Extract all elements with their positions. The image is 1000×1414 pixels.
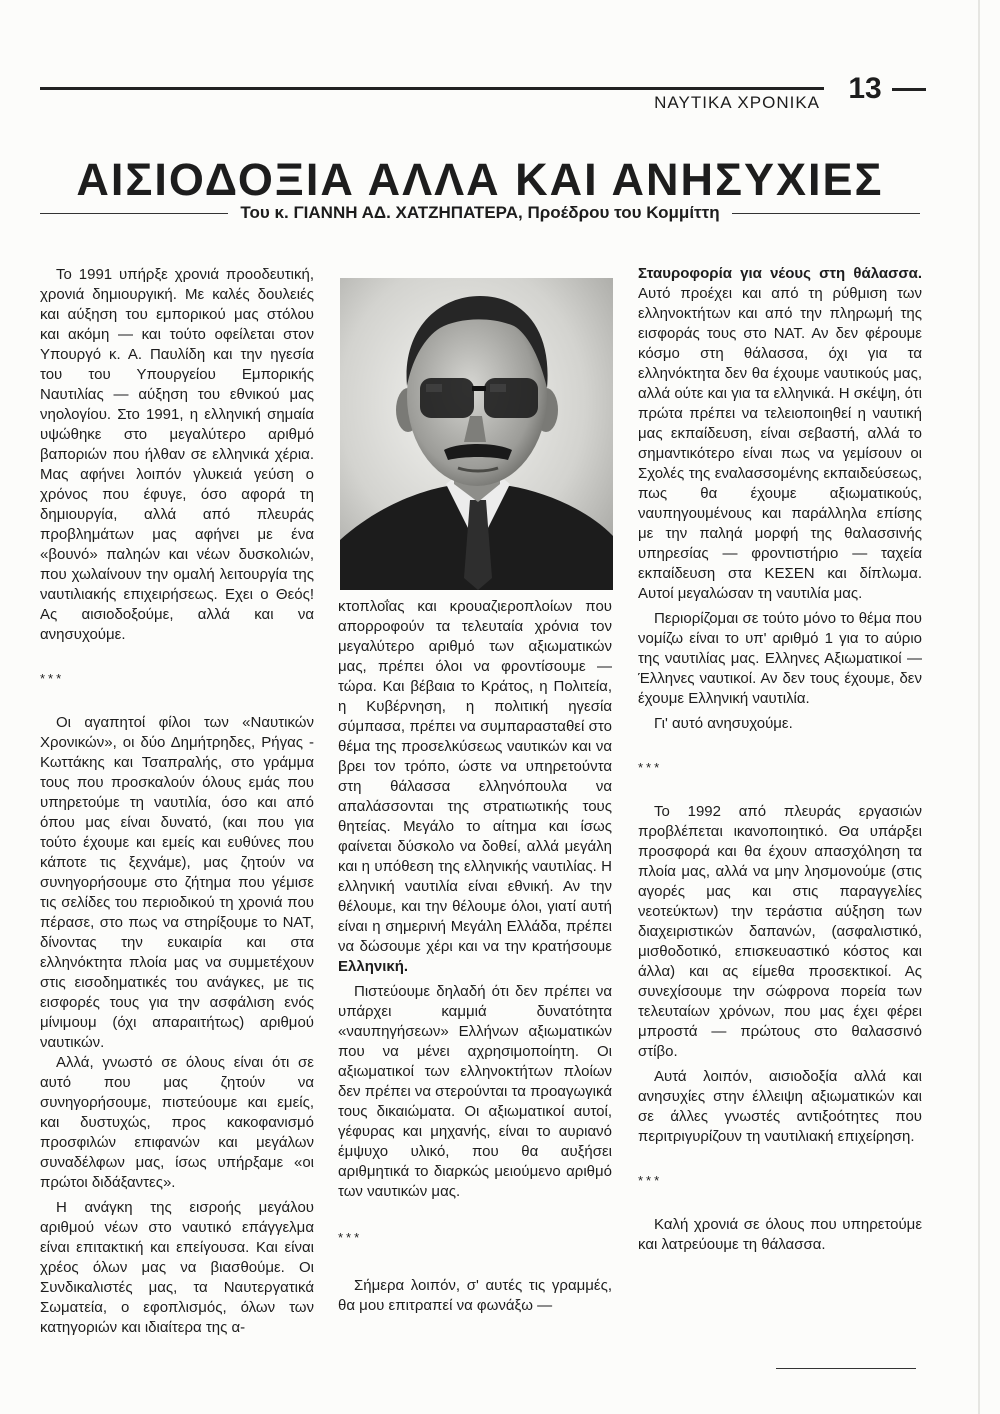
page-edge <box>978 0 980 1414</box>
page-number: 13 <box>848 72 882 105</box>
col3-paragraph: Καλή χρονιά σε όλους που υπηρετούμε και λατρεύουμε τη θάλασσα. <box>638 1216 922 1253</box>
col3-paragraph: Αυτά λοιπόν, αισιοδοξία αλλά και ανησυχίες στην έλλειψη αξιωματικών και σε άλλες γνωστές αντιξοότητες που περιτριγυρίζουν τη ναυτιλιακή επιχείρηση. <box>638 1068 922 1145</box>
col1-paragraph: Αλλά, γνωστό σε όλους είναι ότι σε αυτό που μας ζητούν να συνηγορήσουμε, πιστεύουμε και εμείς, και δυστυχώς, προς κακοφανισμό προσφιλών επιφανών και μεγάλων συναδέλφων μας, ίσως υπήρξαμε «οι πρώτοι διδάξαντες». <box>40 1054 314 1191</box>
col3-paragraph: Περιορίζομαι σε τούτο μόνο το θέμα που νομίζω είναι το υπ' αριθμό 1 για το αύριο της ναυτιλίας μας. Ελληνες Αξιωματικοί — Έλληνες ναυτικοί. Αν δεν τους έχουμε, δεν έχουμε Ελληνική ναυτιλία. <box>638 610 922 707</box>
col3-paragraph-text: Αυτό προέχει και από τη ρύθμιση των ελληνοκτήτων και από την πληρωμή της εισφοράς τους στο ΝΑΤ. Αν δεν φέρουμε κόσμο στη θάλασσα, όχι για τα ελληνόκτητα δεν θα έχουμε ναυτικούς μας, αλλά ούτε και για τα ελληνικά. Η σκέψη, ότι πρώτα πρέπει να τελειοποιηθεί η ναυτική μας εκπαίδευση, είναι σεβαστή, αλλά το σημαντικότερο είναι πως να γεμίσουν οι Σχολές της εναλασσομένης εκπαιδεύσεως, πως θα έχουμε αξιωματικούς, ναυπηγουμένους και παράλληλα επίσης με την παληά μορφή της θαλασσινής υπηρεσίας — φροντιστήριο — ταχεία εκπαίδευση στα ΚΕΣΕΝ και δίπλωμα. Αυτοί μεγαλώσαν τη ναυτιλία μας. <box>638 285 922 602</box>
article-title: ΑΙΣΙΟΔΟΞΙΑ ΑΛΛΑ ΚΑΙ ΑΝΗΣΥΧΙΕΣ <box>76 154 884 206</box>
col2-paragraph <box>338 597 612 977</box>
byline-rule-left <box>40 213 228 214</box>
emphasis-text: Ελληνική. <box>338 958 409 975</box>
byline-rule-right <box>732 213 920 214</box>
byline-text: Του κ. ΓΙΑΝΝΗ ΑΔ. ΧΑΤΖΗΠΑΤΕΡΑ, Προέδρου του Κομμίττη <box>240 203 720 222</box>
col2-paragraph-text: κτοπλοΐας και κρουαζιεροπλοίων που απορροφούν τα τελευταία χρόνια τον μεγαλύτερο αριθμό των αξιωματικών μας, πρέπει όλοι να φροντίσουμε — τώρα. Και βέβαια το Κράτος, η Πολιτεία, η Κυβέρνηση, η πολιτική ηγεσία σύμπασα, πρέπει να συμπαρασταθεί στο θέμα της προσελκύσεως ναυτικών και να βρει τον τρόπο, ώστε να υπηρετούντα στη θάλασσα ελληνόπουλα να απαλάσσονται της στρατιωτικής τους θητείας. Μεγάλο το αίτημα και ίσως φαίνεται δύσκολο να δοθεί, αλλά μεγάλη και η υπόθεση της ελληνικής ναυτιλίας. Η ελληνική ναυτιλία είναι εθνική. Αν την θέλουμε, και την θέλουμε όλοι, γιατί αυτή είναι η σημερινή Μεγάλη Ελλάδα, πρέπει να δώσουμε χέρι και να την κρατήσουμε <box>338 598 612 955</box>
column-3 <box>638 264 922 1255</box>
column-2 <box>338 597 612 1316</box>
section-separator: *** <box>638 760 663 775</box>
header-rule <box>40 87 824 90</box>
col3-paragraph: Γι' αυτό ανησυχούμε. <box>654 715 793 732</box>
col1-paragraph: Οι αγαπητοί φίλοι των «Ναυτικών Χρονικών», οι δύο Δημήτρηδες, Ρήγας - Κωττάκης και Τσαπραλής, στο γράμμα τους που προσκαλούν όλους εμάς που υπηρετούμε τη ναυτιλία, όσο και από όπου μας είναι δυνατό, (και που για τούτο έχουμε και εμείς και ευθύνες που κάποτε τις ξεχνάμε), μας ζητούν να συνηγορήσουμε στο ζήτημα που γέμισε τις σελίδες του περιοδικού τη χρονιά που πέρασε, στο πως να στηρίξουμε το ΝΑΤ, δίνοντας την ευκαιρία και στα ελληνόκτητα πλοία μας να συμμετέχουν στις εισοδηματικές του ανάγκες, με τις εισφορές τους για την ασφάλιση ενός μίνιμουμ (όχι απαραιτήτως) αριθμού ναυτικών. <box>40 714 314 1051</box>
author-portrait-image <box>340 278 613 590</box>
emphasis-text: Σταυροφορία για νέους στη θάλασσα. <box>638 265 922 282</box>
journal-name: ΝΑΥΤΙΚΑ ΧΡΟΝΙΚΑ <box>654 93 820 112</box>
col1-paragraph: Το 1991 υπήρξε χρονιά προοδευτική, χρονιά δημιουργική. Με καλές δουλειές και αύξηση του εμπορικού μας στόλου και ακόμη — και τούτο οφείλεται στον Υπουργό κ. Α. Παυλίδη και την ηγεσία του του Υπουργείου Εμπορικής Ναυτιλίας — αύξηση του εθνικού μας νηολογίου. Στο 1991, η ελληνική σημαία υψώθηκε στο μεγαλύτερο αριθμό βαποριών που ήλθαν σε ελληνικά χέρια. Μας αφήνει λοιπόν γλυκειά γεύση ο χρόνος που έφυγε, όσο αφορά τη δημιουργία, αλλά από πλευράς προβλημάτων μας αφήνει με ένα «βουνό» παληών και νέων δυσκολιών, που χωλαίνουν την ομαλή λειτουργία της ναυτιλιακής επιχειρήσεως. Εχει ο Θεός! Ας αισιοδοξούμε, αλλά και να ανησυχούμε. <box>40 266 314 643</box>
col2-paragraph: Πιστεύουμε δηλαδή ότι δεν πρέπει να υπάρχει καμμιά δυνατότητα «ναυπηγήσεων» Ελλήνων αξιωματικών που να μένει αχρησιμοποίητη. Οι αξιωματικοί των ελληνοκτήτων πλοίων δεν πρέπει να στερούνται τα προαγωγικά τους δικαιώματα. Οι αξιωματικοί αυτοί, γέφυρας και μηχανής, είναι το αυριανό έμψυχο υλικό, που θα αυξήσει αριθμητικά το διαρκώς μειούμενο αριθμό των ναυτικών μας. <box>338 983 612 1200</box>
col3-paragraph: Το 1992 από πλευράς εργασιών προβλέπεται ικανοποιητικό. Θα υπάρξει προσφορά και θα έχουν απασχόληση τα πλοία μας, αλλά να μην λησμονούμε (στις αγορές μας και στις παραγγελίες νεοτεύκτων) την τεράστια αύξηση των διαχειριστικών δαπανών, (ασφαλιστικό, μισθοδοτικό, επισκευαστικό κόστος και άλλα) και ας είμεθα προσεκτικοί. Ας συνεχίσουμε την σώφρονα πορεία των τελευταίων χρόνων, που μας έχει φέρει μπροστά — πρώτους στο θαλασσινό στίβο. <box>638 803 922 1060</box>
section-separator: *** <box>338 1230 363 1245</box>
page-number-dash <box>892 88 926 91</box>
section-separator: *** <box>40 671 65 686</box>
col1-paragraph: Η ανάγκη της εισροής μεγάλου αριθμού νέων στο ναυτικό επάγγελμα είναι επιτακτική και επείγουσα. Και είναι χρέος όλων μας να βιασθούμε. Οι Συνδικαλιστές μας, τα Ναυτεργατικά Σωματεία, ο εφοπλισμός, όλων των κατηγοριών και ιδιαίτερα της α- <box>40 1199 314 1336</box>
col3-paragraph <box>638 264 922 604</box>
section-separator: *** <box>638 1173 663 1188</box>
col2-paragraph: Σήμερα λοιπόν, σ' αυτές τις γραμμές, θα μου επιτραπεί να φωνάξω — <box>338 1277 612 1314</box>
author-photo <box>340 278 613 590</box>
column-1 <box>40 265 314 1338</box>
article-end-rule <box>776 1368 916 1369</box>
byline <box>40 200 920 226</box>
